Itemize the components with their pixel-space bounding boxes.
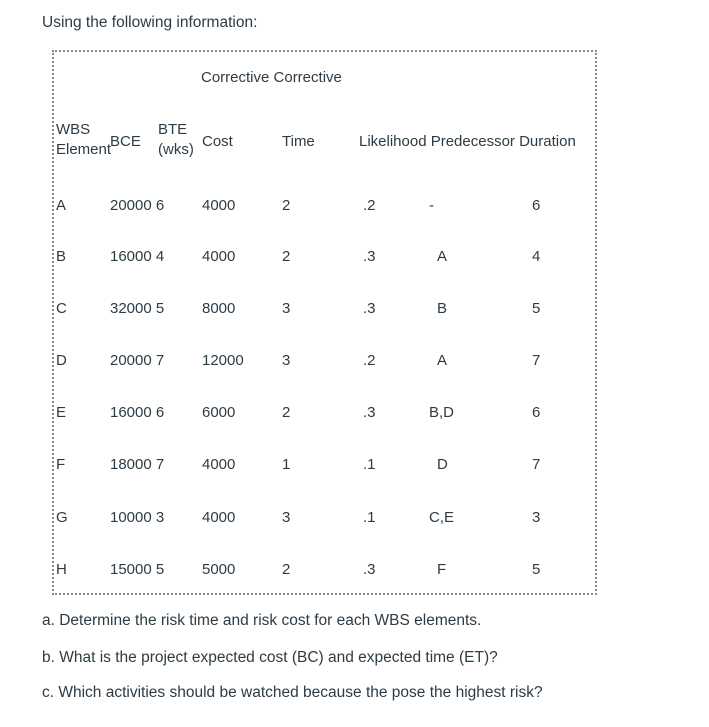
time-cell: 2	[282, 561, 291, 578]
bce-bte-cell: 10000 3	[110, 509, 165, 526]
cost-cell: 4000	[202, 248, 236, 265]
header-corrective: Corrective Corrective	[201, 69, 342, 86]
predecessor-cell: D	[437, 456, 448, 473]
bce-bte-cell: 32000 5	[110, 300, 165, 317]
bce-bte-cell: 15000 5	[110, 561, 165, 578]
duration-cell: 7	[532, 352, 541, 369]
header-cost: Cost	[202, 133, 233, 150]
cost-cell: 12000	[202, 352, 244, 369]
bce-bte-cell: 20000 7	[110, 352, 165, 369]
header-likelihood-predecessor-duration: Likelihood Predecessor Duration	[359, 133, 576, 150]
wbs-cell: C	[56, 300, 67, 317]
predecessor-cell: -	[429, 197, 434, 214]
bce-bte-cell: 20000 6	[110, 197, 165, 214]
duration-cell: 5	[532, 561, 541, 578]
time-cell: 3	[282, 352, 291, 369]
duration-cell: 7	[532, 456, 541, 473]
cost-cell: 4000	[202, 456, 236, 473]
predecessor-cell: A	[437, 248, 448, 265]
header-time: Time	[282, 133, 315, 150]
header-bte: BTE (wks)	[158, 121, 194, 158]
duration-cell: 4	[532, 248, 541, 265]
question-c: c. Which activities should be watched because the pose the highest risk?	[42, 684, 543, 701]
wbs-cell: E	[56, 404, 67, 421]
duration-cell: 6	[532, 197, 541, 214]
wbs-table	[52, 50, 597, 595]
bce-bte-cell: 18000 7	[110, 456, 165, 473]
likelihood-cell: .2	[363, 352, 376, 369]
cost-cell: 4000	[202, 197, 236, 214]
duration-cell: 6	[532, 404, 541, 421]
time-cell: 2	[282, 404, 291, 421]
wbs-cell: A	[56, 197, 67, 214]
cost-cell: 5000	[202, 561, 236, 578]
bce-bte-cell: 16000 4	[110, 248, 165, 265]
likelihood-cell: .2	[363, 197, 376, 214]
bce-bte-cell: 16000 6	[110, 404, 165, 421]
likelihood-cell: .3	[363, 561, 376, 578]
predecessor-cell: B	[437, 300, 448, 317]
time-cell: 1	[282, 456, 291, 473]
time-cell: 3	[282, 509, 291, 526]
header-wbs: WBS Element	[56, 121, 112, 158]
likelihood-cell: .3	[363, 300, 376, 317]
intro-text: Using the following information:	[42, 14, 258, 31]
duration-cell: 3	[532, 509, 541, 526]
likelihood-cell: .1	[363, 509, 376, 526]
wbs-cell: B	[56, 248, 67, 265]
wbs-cell: H	[56, 561, 67, 578]
time-cell: 2	[282, 248, 291, 265]
cost-cell: 8000	[202, 300, 236, 317]
wbs-cell: F	[56, 456, 66, 473]
time-cell: 3	[282, 300, 291, 317]
question-b: b. What is the project expected cost (BC) and expected time (ET)?	[42, 649, 498, 666]
predecessor-cell: A	[437, 352, 448, 369]
duration-cell: 5	[532, 300, 541, 317]
predecessor-cell: C,E	[429, 509, 455, 526]
likelihood-cell: .3	[363, 404, 376, 421]
header-bce: BCE	[110, 133, 141, 150]
cost-cell: 4000	[202, 509, 236, 526]
predecessor-cell: B,D	[429, 404, 455, 421]
likelihood-cell: .3	[363, 248, 376, 265]
question-a: a. Determine the risk time and risk cost for each WBS elements.	[42, 612, 482, 629]
likelihood-cell: .1	[363, 456, 376, 473]
time-cell: 2	[282, 197, 291, 214]
cost-cell: 6000	[202, 404, 236, 421]
wbs-cell: D	[56, 352, 67, 369]
wbs-cell: G	[56, 509, 68, 526]
predecessor-cell: F	[437, 561, 447, 578]
